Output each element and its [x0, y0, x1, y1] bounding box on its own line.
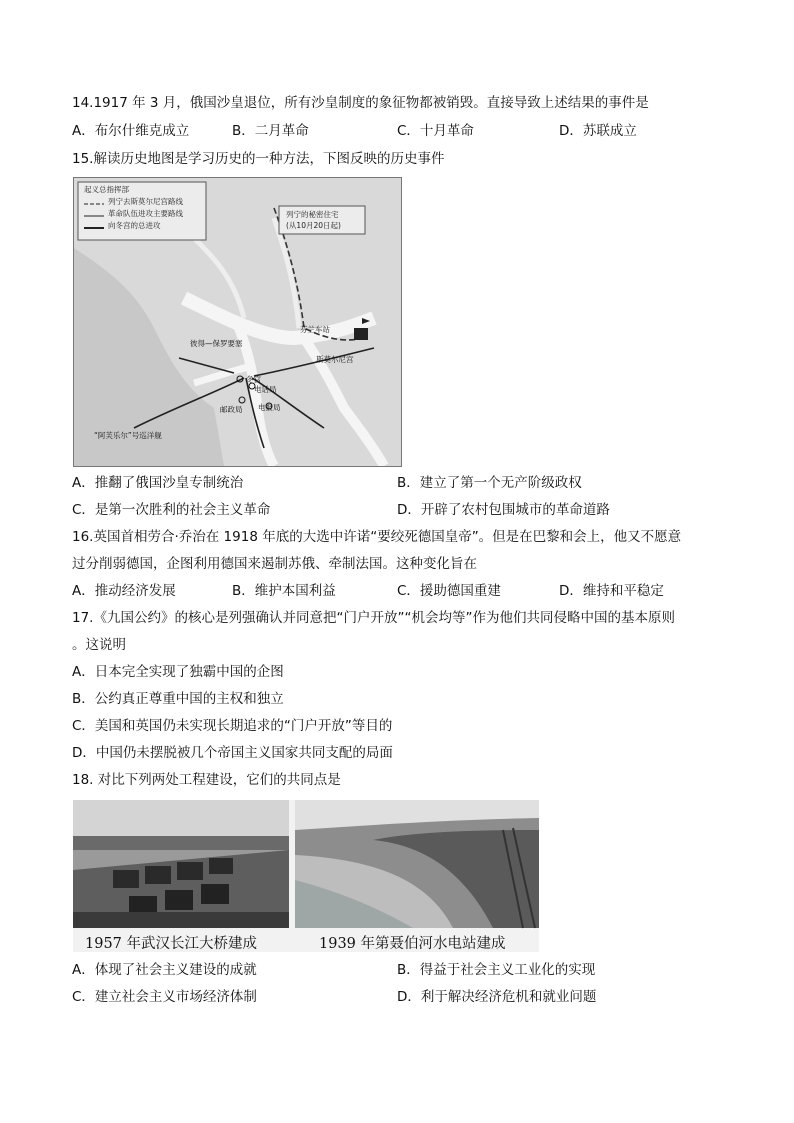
q15-option-b[interactable]: B．建立了第一个无产阶级政权 — [397, 475, 582, 491]
map-label: 芬兰车站 — [300, 325, 330, 334]
q17-option-a[interactable]: A．日本完全实现了独霸中国的企图 — [72, 664, 284, 680]
map-label: 冬宫 — [246, 375, 261, 384]
q17-stem-line1: 17.《九国公约》的核心是列强确认并同意把“门户开放”“机会均等”作为他们共同侵略中国的基本原则 — [72, 610, 675, 626]
q16-option-d[interactable]: D．维持和平稳定 — [559, 583, 664, 599]
map-label: 斯莫尔尼宫 — [316, 355, 354, 364]
q18-options-row2 — [72, 987, 732, 1007]
q18-option-c[interactable]: C．建立社会主义市场经济体制 — [72, 989, 257, 1005]
q15-stem: 15.解读历史地图是学习历史的一种方法，下图反映的历史事件 — [72, 151, 445, 167]
map-legend-item: 起义总指挥部 — [84, 185, 129, 194]
q16-stem-line2: 过分削弱德国，企图利用德国来遏制苏俄、牵制法国。这种变化旨在 — [72, 556, 477, 572]
q15-options-row2 — [72, 500, 732, 520]
q17-option-c[interactable]: C．美国和英国仍未实现长期追求的“门户开放”等目的 — [72, 718, 393, 734]
map-legend-item: 列宁去斯莫尔尼宫路线 — [108, 197, 183, 206]
q14-option-c[interactable]: C．十月革命 — [397, 123, 474, 139]
q18-options-row1 — [72, 960, 732, 980]
q16-option-c[interactable]: C．援助德国重建 — [397, 583, 501, 599]
map-legend-item: 革命队伍进攻主要路线 — [108, 209, 183, 218]
map-label: 电报局 — [258, 403, 281, 412]
q17-option-b[interactable]: B．公约真正尊重中国的主权和独立 — [72, 691, 284, 707]
q18-option-a[interactable]: A．体现了社会主义建设的成就 — [72, 962, 257, 978]
map-legend-item: 向冬宫的总进攻 — [108, 221, 161, 230]
q16-option-b[interactable]: B．维护本国利益 — [232, 583, 336, 599]
q18-option-b[interactable]: B．得益于社会主义工业化的实现 — [397, 962, 596, 978]
map-label: 彼得—保罗要塞 — [190, 339, 243, 348]
map-label: “阿芙乐尔”号巡洋舰 — [94, 431, 162, 440]
q18-caption-right: 1939 年第聂伯河水电站建成 — [319, 936, 506, 952]
q14-option-d[interactable]: D．苏联成立 — [559, 123, 637, 139]
q15-options-row1 — [72, 473, 732, 493]
q18-photos — [73, 800, 539, 952]
q18-stem: 18. 对比下列两处工程建设，它们的共同点是 — [72, 772, 341, 788]
q15-option-d[interactable]: D．开辟了农村包围城市的革命道路 — [397, 502, 610, 518]
q18-option-d[interactable]: D．利于解决经济危机和就业问题 — [397, 989, 597, 1005]
q15-option-c[interactable]: C．是第一次胜利的社会主义革命 — [72, 502, 271, 518]
q14-stem: 14.1917 年 3 月，俄国沙皇退位，所有沙皇制度的象征物都被销毁。直接导致上述结果的事件是 — [72, 95, 649, 111]
historical-map — [73, 177, 402, 467]
q16-options — [72, 581, 732, 601]
q14-options — [72, 121, 732, 141]
q14-option-a[interactable]: A．布尔什维克成立 — [72, 123, 190, 139]
q16-stem-line1: 16.英国首相劳合·乔治在 1918 年底的大选中许诺“要绞死德国皇帝”。但是在巴黎和会上，他又不愿意 — [72, 529, 682, 545]
map-label-lenin-house: 列宁的秘密住宅 (从10月20日起) — [286, 210, 341, 230]
q18-caption-left: 1957 年武汉长江大桥建成 — [85, 936, 258, 952]
q17-stem-line2: 。这说明 — [72, 637, 126, 653]
map-label: 电话局 — [254, 385, 277, 394]
q16-option-a[interactable]: A．推动经济发展 — [72, 583, 176, 599]
q15-option-a[interactable]: A．推翻了俄国沙皇专制统治 — [72, 475, 244, 491]
q14-option-b[interactable]: B．二月革命 — [232, 123, 309, 139]
photo-drawings — [73, 800, 539, 930]
q17-option-d[interactable]: D．中国仍未摆脱被几个帝国主义国家共同支配的局面 — [72, 745, 393, 761]
map-legend — [84, 184, 183, 232]
map-label: 邮政局 — [220, 405, 243, 414]
